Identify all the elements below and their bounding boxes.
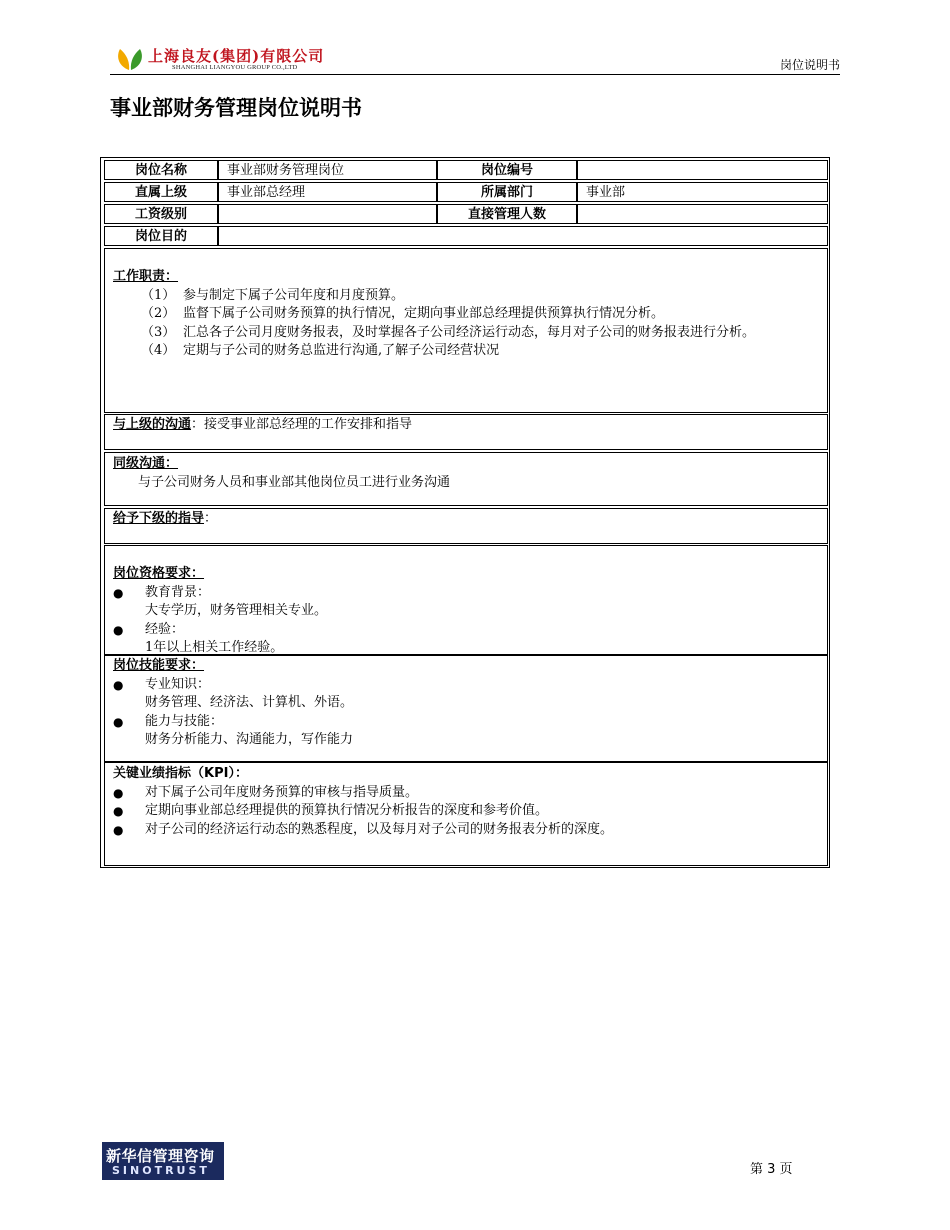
duty-text: 定期与子公司的财务总监进行沟通,了解子公司经营状况	[183, 343, 500, 358]
peer-communication-section	[104, 452, 828, 506]
duty-text: 监督下属子公司财务预算的执行情况，定期向事业部总经理提供预算执行情况分析。	[183, 306, 665, 321]
bullet-icon: ●	[113, 804, 124, 818]
kpi-title: 关键业绩指标（KPI）：	[113, 766, 248, 781]
skills-title: 岗位技能要求：	[113, 658, 205, 673]
upward-communication-title: 与上级的沟通	[113, 417, 192, 432]
kpi-item	[113, 784, 819, 803]
department-label: 所属部门	[437, 182, 577, 202]
doc-type-label: 岗位说明书	[779, 58, 840, 72]
upward-communication-section	[104, 414, 828, 450]
salary-grade-value	[218, 204, 437, 224]
duty-item	[113, 305, 819, 324]
skill-item	[113, 676, 819, 695]
superior-value: 事业部总经理	[218, 182, 437, 202]
skill-detail: 财务管理、经济法、计算机、外语。	[145, 695, 354, 710]
position-code-label: 岗位编号	[437, 160, 577, 180]
qualification-detail: 1年以上相关工作经验。	[145, 640, 284, 655]
position-name-label: 岗位名称	[104, 160, 218, 180]
direct-reports-label: 直接管理人数	[437, 204, 577, 224]
bullet-icon: ●	[113, 622, 124, 637]
page-number: 第 3 页	[750, 1162, 793, 1177]
page-title: 事业部财务管理岗位说明书	[110, 96, 362, 120]
duty-item	[113, 342, 819, 361]
bullet-icon: ●	[113, 585, 124, 600]
position-name-value: 事业部财务管理岗位	[218, 160, 437, 180]
company-name-en: SHANGHAI LIANGYOU GROUP CO.,LTD	[172, 64, 298, 71]
superior-label: 直属上级	[104, 182, 218, 202]
skills-section	[104, 655, 828, 762]
qualification-section	[104, 545, 828, 655]
kpi-item	[113, 802, 819, 821]
qualification-item	[113, 584, 819, 603]
kpi-text: 定期向事业部总经理提供的预算执行情况分析报告的深度和参考价值。	[145, 803, 549, 818]
skill-detail: 财务分析能力、沟通能力，写作能力	[145, 732, 354, 747]
duty-text: 汇总各子公司月度财务报表，及时掌握各子公司经济运行动态，每月对子公司的财务报表进行分析。	[183, 324, 756, 340]
upward-communication-text: ：接受事业部总经理的工作安排和指导	[191, 417, 413, 432]
department-value: 事业部	[577, 182, 828, 202]
kpi-section	[104, 762, 828, 866]
duty-item	[113, 324, 819, 343]
subordinate-guidance-section	[104, 508, 828, 544]
bullet-icon: ●	[113, 785, 124, 800]
duty-number: （2）	[141, 306, 176, 321]
kpi-text: 对子公司的经济运行动态的熟悉程度，以及每月对子公司的财务报表分析的深度。	[145, 821, 614, 837]
skill-item	[113, 713, 819, 732]
salary-grade-label: 工资级别	[104, 204, 218, 224]
subordinate-guidance-title: 给予下级的指导	[113, 511, 205, 526]
subordinate-guidance-text: ：	[204, 511, 218, 526]
qualification-label: 教育背景：	[145, 584, 211, 600]
purpose-label: 岗位目的	[104, 226, 218, 246]
qualification-label: 经验：	[145, 621, 185, 637]
direct-reports-value	[577, 204, 828, 224]
sinotrust-logo-en: SINOTRUST	[112, 1164, 210, 1177]
duties-section	[104, 248, 828, 413]
qualification-item	[113, 621, 819, 640]
peer-communication-title: 同级沟通：	[113, 456, 179, 471]
duty-item	[113, 287, 819, 306]
qualification-title: 岗位资格要求：	[113, 566, 205, 581]
qualification-detail: 大专学历，财务管理相关专业。	[145, 603, 328, 618]
page-header	[110, 44, 840, 75]
kpi-item	[113, 821, 819, 840]
duty-text: 参与制定下属子公司年度和月度预算。	[183, 287, 405, 303]
duty-number: （1）	[141, 287, 176, 303]
duties-title: 工作职责：	[113, 269, 179, 284]
purpose-value	[218, 226, 828, 246]
skill-label: 专业知识：	[145, 676, 211, 692]
leaf-logo-icon	[114, 46, 146, 72]
duty-number: （3）	[141, 324, 176, 340]
company-name-cn: 上海良友(集团)有限公司	[148, 47, 325, 65]
duty-number: （4）	[141, 343, 176, 358]
job-description-form	[100, 157, 830, 868]
peer-communication-text: 与子公司财务人员和事业部其他岗位员工进行业务沟通	[138, 474, 451, 490]
sinotrust-logo	[102, 1142, 224, 1180]
kpi-text: 对下属子公司年度财务预算的审核与指导质量。	[145, 784, 419, 800]
sinotrust-logo-cn: 新华信管理咨询	[106, 1147, 215, 1165]
bullet-icon: ●	[113, 677, 124, 692]
position-code-value	[577, 160, 828, 180]
skill-label: 能力与技能：	[145, 713, 224, 729]
bullet-icon: ●	[113, 822, 124, 837]
bullet-icon: ●	[113, 714, 124, 729]
